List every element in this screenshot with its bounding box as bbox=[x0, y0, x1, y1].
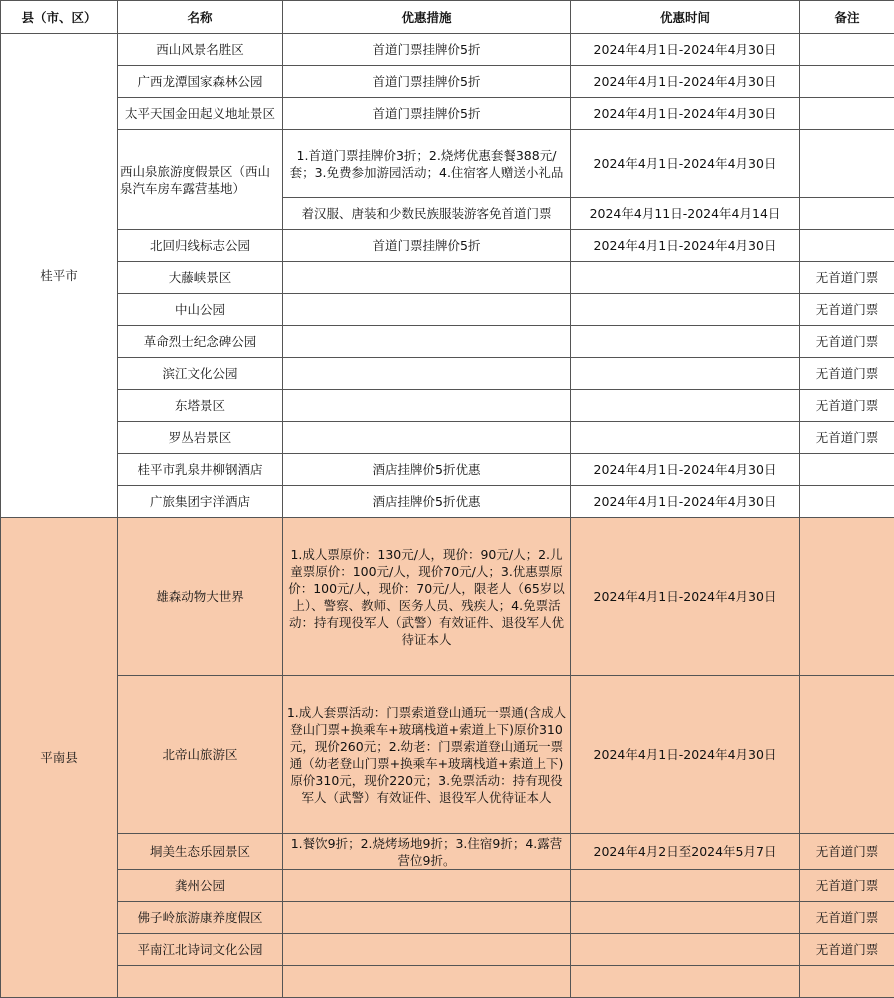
table-row bbox=[1, 902, 894, 934]
name-cell: 东塔景区 bbox=[118, 390, 283, 422]
time-cell: 2024年4月11日-2024年4月14日 bbox=[571, 198, 800, 230]
table-row bbox=[1, 834, 894, 870]
measures-cell: 酒店挂牌价5折优惠 bbox=[283, 486, 571, 518]
measures-cell: 首道门票挂牌价5折 bbox=[283, 230, 571, 262]
time-cell bbox=[571, 262, 800, 294]
note-cell bbox=[800, 518, 894, 676]
note-cell: 无首道门票 bbox=[800, 422, 894, 454]
name-cell bbox=[118, 966, 283, 998]
table-row bbox=[1, 676, 894, 834]
table-row bbox=[1, 454, 894, 486]
county-cell: 桂平市 bbox=[1, 34, 118, 518]
time-cell: 2024年4月1日-2024年4月30日 bbox=[571, 454, 800, 486]
note-cell bbox=[800, 486, 894, 518]
header-note: 备注 bbox=[800, 1, 894, 34]
measures-cell: 首道门票挂牌价5折 bbox=[283, 98, 571, 130]
table-row bbox=[1, 934, 894, 966]
header-name: 名称 bbox=[118, 1, 283, 34]
measures-cell bbox=[283, 934, 571, 966]
table-row bbox=[1, 422, 894, 454]
name-cell: 垌美生态乐园景区 bbox=[118, 834, 283, 870]
header-measures: 优惠措施 bbox=[283, 1, 571, 34]
note-cell bbox=[800, 676, 894, 834]
table-row bbox=[1, 390, 894, 422]
time-cell bbox=[571, 326, 800, 358]
measures-cell bbox=[283, 294, 571, 326]
measures-cell bbox=[283, 358, 571, 390]
name-cell: 龚州公园 bbox=[118, 870, 283, 902]
measures-cell bbox=[283, 902, 571, 934]
name-cell: 大藤峡景区 bbox=[118, 262, 283, 294]
name-cell: 雄森动物大世界 bbox=[118, 518, 283, 676]
time-cell bbox=[571, 294, 800, 326]
time-cell bbox=[571, 966, 800, 998]
table-row bbox=[1, 326, 894, 358]
name-cell: 西山泉旅游度假景区（西山泉汽车房车露营基地） bbox=[118, 130, 283, 230]
time-cell: 2024年4月1日-2024年4月30日 bbox=[571, 230, 800, 262]
name-cell: 滨江文化公园 bbox=[118, 358, 283, 390]
time-cell: 2024年4月1日-2024年4月30日 bbox=[571, 518, 800, 676]
name-cell: 平南江北诗词文化公园 bbox=[118, 934, 283, 966]
name-cell: 佛子岭旅游康养度假区 bbox=[118, 902, 283, 934]
time-cell bbox=[571, 870, 800, 902]
time-cell bbox=[571, 934, 800, 966]
time-cell: 2024年4月1日-2024年4月30日 bbox=[571, 34, 800, 66]
note-cell bbox=[800, 130, 894, 198]
note-cell: 无首道门票 bbox=[800, 870, 894, 902]
note-cell: 无首道门票 bbox=[800, 262, 894, 294]
name-cell: 罗丛岩景区 bbox=[118, 422, 283, 454]
name-cell: 北回归线标志公园 bbox=[118, 230, 283, 262]
measures-cell bbox=[283, 422, 571, 454]
time-cell bbox=[571, 422, 800, 454]
table-row bbox=[1, 130, 894, 198]
note-cell bbox=[800, 966, 894, 998]
name-cell: 革命烈士纪念碑公园 bbox=[118, 326, 283, 358]
header-county: 县（市、区） bbox=[1, 1, 118, 34]
header-time: 优惠时间 bbox=[571, 1, 800, 34]
table-row bbox=[1, 34, 894, 66]
measures-cell: 首道门票挂牌价5折 bbox=[283, 66, 571, 98]
measures-cell: 1.成人票原价：130元/人，现价：90元/人；2.儿童票原价：100元/人，现价70元/人；3.优惠票原价：100元/人，现价：70元/人，限老人（65岁以上）、警察、教师、医务人员、残疾人；4.免票活动：持有现役军人（武警）有效证件、退役军人优待证本人 bbox=[283, 518, 571, 676]
time-cell: 2024年4月1日-2024年4月30日 bbox=[571, 486, 800, 518]
note-cell bbox=[800, 454, 894, 486]
county-cell: 平南县 bbox=[1, 518, 118, 998]
measures-cell: 1.首道门票挂牌价3折；2.烧烤优惠套餐388元/套；3.免费参加游园活动；4.住宿客人赠送小礼品 bbox=[283, 130, 571, 198]
note-cell bbox=[800, 98, 894, 130]
note-cell: 无首道门票 bbox=[800, 934, 894, 966]
table-row bbox=[1, 358, 894, 390]
table-row bbox=[1, 262, 894, 294]
table-row bbox=[1, 230, 894, 262]
time-cell: 2024年4月1日-2024年4月30日 bbox=[571, 98, 800, 130]
time-cell: 2024年4月2日至2024年5月7日 bbox=[571, 834, 800, 870]
note-cell bbox=[800, 66, 894, 98]
measures-cell bbox=[283, 966, 571, 998]
measures-cell bbox=[283, 326, 571, 358]
table-row bbox=[1, 66, 894, 98]
measures-cell: 酒店挂牌价5折优惠 bbox=[283, 454, 571, 486]
header-row bbox=[1, 1, 894, 34]
table-row bbox=[1, 966, 894, 998]
measures-cell: 1.成人套票活动：门票索道登山通玩一票通(含成人登山门票+换乘车+玻璃栈道+索道上下)原价310元，现价260元；2.幼老：门票索道登山通玩一票通（幼老登山门票+换乘车+玻璃栈道+索道上下)原价310元，现价220元；3.免票活动：持有现役军人（武警）有效证件、退役军人优待证本人 bbox=[283, 676, 571, 834]
name-cell: 桂平市乳泉井柳钢酒店 bbox=[118, 454, 283, 486]
table-row bbox=[1, 486, 894, 518]
measures-cell bbox=[283, 262, 571, 294]
time-cell: 2024年4月1日-2024年4月30日 bbox=[571, 676, 800, 834]
note-cell: 无首道门票 bbox=[800, 326, 894, 358]
table-row bbox=[1, 294, 894, 326]
name-cell: 太平天国金田起义地址景区 bbox=[118, 98, 283, 130]
name-cell: 西山风景名胜区 bbox=[118, 34, 283, 66]
time-cell: 2024年4月1日-2024年4月30日 bbox=[571, 130, 800, 198]
measures-cell: 首道门票挂牌价5折 bbox=[283, 34, 571, 66]
note-cell: 无首道门票 bbox=[800, 294, 894, 326]
table-row bbox=[1, 98, 894, 130]
time-cell bbox=[571, 358, 800, 390]
note-cell: 无首道门票 bbox=[800, 390, 894, 422]
note-cell bbox=[800, 230, 894, 262]
note-cell: 无首道门票 bbox=[800, 358, 894, 390]
measures-cell: 着汉服、唐装和少数民族服装游客免首道门票 bbox=[283, 198, 571, 230]
name-cell: 中山公园 bbox=[118, 294, 283, 326]
note-cell: 无首道门票 bbox=[800, 834, 894, 870]
time-cell bbox=[571, 390, 800, 422]
measures-cell: 1.餐饮9折；2.烧烤场地9折；3.住宿9折；4.露营营位9折。 bbox=[283, 834, 571, 870]
name-cell: 北帝山旅游区 bbox=[118, 676, 283, 834]
time-cell bbox=[571, 902, 800, 934]
note-cell bbox=[800, 34, 894, 66]
name-cell: 广旅集团宇洋酒店 bbox=[118, 486, 283, 518]
table-row bbox=[1, 870, 894, 902]
name-cell: 广西龙潭国家森林公园 bbox=[118, 66, 283, 98]
measures-cell bbox=[283, 390, 571, 422]
note-cell bbox=[800, 198, 894, 230]
table-row bbox=[1, 518, 894, 676]
measures-cell bbox=[283, 870, 571, 902]
time-cell: 2024年4月1日-2024年4月30日 bbox=[571, 66, 800, 98]
note-cell: 无首道门票 bbox=[800, 902, 894, 934]
